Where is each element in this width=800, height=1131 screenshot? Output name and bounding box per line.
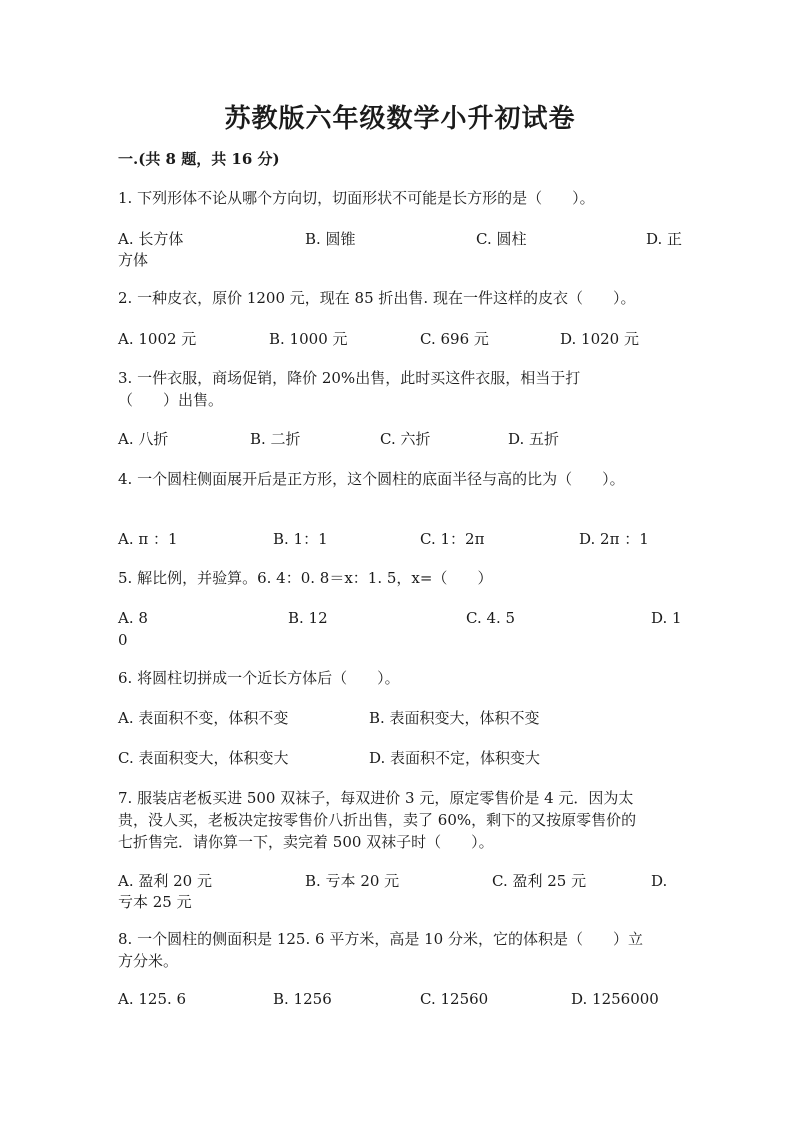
question-3-option-d: D. 五折	[508, 430, 560, 448]
question-4-text: 4. 一个圆柱侧面展开后是正方形，这个圆柱的底面半径与高的比为（ ）。	[118, 470, 625, 488]
question-1-option-d-wrap: 方体	[118, 251, 149, 269]
question-5-option-a: A. 8	[118, 609, 148, 627]
question-2-option-c: C. 696 元	[420, 330, 489, 348]
question-8-text-line2: 方分米。	[118, 952, 179, 970]
question-2-option-b: B. 1000 元	[269, 330, 348, 348]
question-7-text-line1: 7. 服装店老板买进 500 双袜子，每双进价 3 元，原定零售价是 4 元．因为太	[118, 789, 634, 807]
question-2-text: 2. 一种皮衣，原价 1200 元，现在 85 折出售. 现在一件这样的皮衣（ ）。	[118, 289, 636, 307]
question-1-option-b: B. 圆锥	[305, 230, 356, 248]
question-4-option-a: A. π ：1	[118, 530, 178, 548]
question-8-option-a: A. 125. 6	[118, 990, 187, 1008]
question-7-option-a: A. 盈利 20 元	[118, 872, 212, 890]
question-3-text-line2: （ ）出售。	[118, 391, 224, 409]
question-5-option-c: C. 4. 5	[466, 609, 516, 627]
question-5-option-d: D. 1	[651, 609, 682, 627]
section-heading: 一.(共 8 题，共 16 分)	[118, 150, 280, 168]
question-8-text-line1: 8. 一个圆柱的侧面积是 125. 6 平方米，高是 10 分米，它的体积是（ ）立	[118, 930, 643, 948]
question-4-option-c: C. 1：2π	[420, 530, 485, 548]
question-1-option-c: C. 圆柱	[476, 230, 527, 248]
question-7-text-line3: 七折售完．请你算一下，卖完着 500 双袜子时（ ）。	[118, 833, 494, 851]
question-7-option-d-wrap: 亏本 25 元	[118, 893, 192, 911]
question-4-option-b: B. 1：1	[273, 530, 328, 548]
question-6-option-b: B. 表面积变大，体积不变	[369, 709, 540, 727]
question-3-option-c: C. 六折	[380, 430, 431, 448]
question-6-option-d: D. 表面积不定，体积变大	[369, 749, 541, 767]
question-7-text-line2: 贵，没人买，老板决定按零售价八折出售，卖了 60%，剩下的又按原零售价的	[118, 811, 637, 829]
question-2-option-a: A. 1002 元	[118, 330, 197, 348]
question-6-option-c: C. 表面积变大，体积变大	[118, 749, 289, 767]
question-1-option-a: A. 长方体	[118, 230, 184, 248]
question-6-option-a: A. 表面积不变，体积不变	[118, 709, 289, 727]
page-title: 苏教版六年级数学小升初试卷	[224, 104, 576, 134]
question-5-text: 5. 解比例，并验算。6. 4：0. 8＝x：1. 5，x=（ ）	[118, 569, 493, 587]
question-5-option-d-wrap: 0	[118, 631, 128, 649]
question-7-option-d: D.	[651, 872, 668, 890]
question-8-option-b: B. 1256	[273, 990, 332, 1008]
question-8-option-c: C. 12560	[420, 990, 489, 1008]
question-2-option-d: D. 1020 元	[560, 330, 639, 348]
question-3-text-line1: 3. 一件衣服，商场促销，降价 20%出售，此时买这件衣服，相当于打	[118, 369, 581, 387]
question-1-option-d: D. 正	[646, 230, 683, 248]
question-3-option-a: A. 八折	[118, 430, 169, 448]
question-1-text: 1. 下列形体不论从哪个方向切，切面形状不可能是长方形的是（ ）。	[118, 189, 595, 207]
question-8-option-d: D. 1256000	[571, 990, 659, 1008]
question-7-option-b: B. 亏本 20 元	[305, 872, 400, 890]
question-7-option-c: C. 盈利 25 元	[492, 872, 587, 890]
question-4-option-d: D. 2π ：1	[579, 530, 649, 548]
question-5-option-b: B. 12	[288, 609, 328, 627]
question-6-text: 6. 将圆柱切拼成一个近长方体后（ ）。	[118, 669, 400, 687]
question-3-option-b: B. 二折	[250, 430, 301, 448]
